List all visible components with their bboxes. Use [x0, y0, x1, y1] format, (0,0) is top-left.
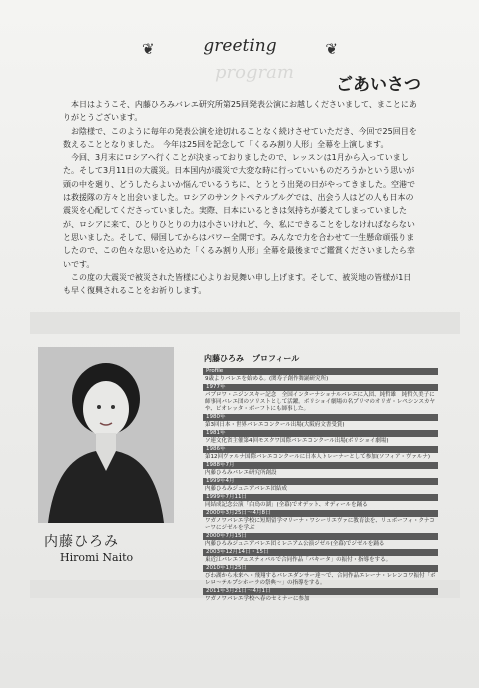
paragraph: 今回、3月末にロシアへ行くことが決まっておりましたので、レッスンは1月から入っていました。そして3月11日の大震災。日本国内が震災で大変な時に行っていいものだろうかという思いが頭の中を廻り、どうしたらよいか悩んでいるうちに、とうとう出発の日がやってきました。空港では救援隊の方々と出会いました。ロシアのサンクトペテルブルグでは、出会う人はどの人も日本の震災を心配してくださっていました。実際、日本にいるときは気持ちが萎えてしまっていましたが、ロシアに来て、ひとりひとりの力は小さいけれど、今、私にできることをしなければならないと思いました。そして、帰国してからはパワー全開です。みんなで力を合わせて一生懸命頑張りましたので、この色々な思いを込めた「くるみ割り人形」全幕を最後までご鑑賞くださいましたら幸いです。	[63, 153, 415, 269]
swirl-ornament-right-icon: ❦	[325, 40, 338, 58]
profile-item	[203, 533, 438, 549]
profile-item	[203, 446, 438, 462]
profile-entry: 内藤ひろみジュニアバレエ団ミレニアム公演ジゼル(全幕)でジゼルを踊る	[205, 541, 385, 547]
name-japanese: 内藤ひろみ	[44, 534, 119, 550]
profile-item	[203, 494, 438, 510]
profile-item	[203, 510, 438, 533]
portrait-illustration	[38, 347, 174, 523]
profile-year-bar: 1977年	[203, 384, 438, 391]
profile-item	[203, 414, 438, 430]
background-band	[30, 312, 460, 334]
ghost-program-text: program	[215, 62, 294, 83]
profile-item	[203, 368, 438, 384]
greeting-title: ごあいさつ	[336, 75, 421, 95]
profile-item	[203, 588, 438, 604]
swirl-ornament-left-icon: ❦	[142, 40, 155, 58]
profile-item	[203, 478, 438, 494]
profile-entry: 東近江バレエフェスティバルで合同作品「パキータ」の振付・指導をする。	[205, 557, 392, 563]
profile-year-bar: 1980年	[203, 414, 438, 421]
profile-entry: ワガノワバレエ学校に短期留学マリーナ・ワシーリエヴァに教育法を、リュボーフィ・クナコーワにジゼルを学ぶ	[205, 518, 435, 531]
paragraph: お陰様で、このように毎年の発表公演を途切れることなく続けさせていただき、今回で25回目を数えることとなりました。 今年は25回を記念して「くるみ割り人形」全幕を上演します。	[63, 126, 417, 149]
profile-year-bar: 2011年3月21日〜4月1日	[203, 588, 438, 595]
profile-year-bar: 1999年7月11日	[203, 494, 438, 501]
profile-title: 内藤ひろみ プロフィール	[204, 354, 300, 363]
profile-item	[203, 384, 438, 414]
profile-timeline	[203, 368, 438, 604]
profile-year-bar: 2003年12月14日・15日	[203, 549, 438, 556]
profile-entry: びわ湖から未来へ・飛翔するバレエダンサー達〜で、合同作品エレーナ・レレンコワ振付「ボレロ〜テルプシホーラの祭典〜」の指導をする。	[205, 573, 436, 586]
profile-item	[203, 549, 438, 565]
profile-entry: ソ連文化省主催第4回モスクワ国際バレエコンクール出場(ボリショイ劇場)	[205, 438, 389, 444]
profile-year-bar: 2000年3月25日〜4月8日	[203, 510, 438, 517]
profile-year-bar: 2010年1月25日	[203, 565, 438, 572]
profile-entry: 同結成記念公演「白鳥の湖」(全幕)でオデット、オディールを踊る	[205, 502, 368, 508]
profile-entry: 内藤ひろみバレエ研究所創設	[205, 470, 277, 476]
profile-year-bar: 1999年4月	[203, 478, 438, 485]
paragraph: この度の大震災で被災された皆様に心よりお見舞い申し上げます。そして、被災地の皆様が1日も早く復興されることをお祈りします。	[63, 272, 412, 296]
greeting-heading: greeting	[203, 36, 277, 56]
profile-year-bar: 1986年	[203, 446, 438, 453]
name-english: Hiromi Naito	[60, 551, 134, 564]
portrait-photo	[38, 347, 174, 523]
profile-year-bar: 1988年7月	[203, 462, 438, 469]
greeting-header	[142, 36, 338, 62]
paragraph: 本日はようこそ、内藤ひろみバレエ研究所第25回発表公演にお越しくださいまして、まことにありがとうございます。	[63, 100, 417, 123]
profile-year-bar: 2000年7月15日	[203, 533, 438, 540]
profile-item	[203, 430, 438, 446]
profile-entry: 第12回ヴァルナ国際バレエコンクールに日本人トレーナーとして参加(ソフィア・ヴァルナ)	[205, 454, 431, 460]
profile-item	[203, 565, 438, 588]
profile-entry: 内藤ひろみジュニアバレエ団結成	[205, 486, 287, 492]
profile-entry: 第3回日本・世界バレエコンクール出場(大阪府文書受賞)	[205, 422, 345, 428]
profile-entry: ワガノワバレエ学校へ春のセミナーに参加	[205, 596, 310, 602]
profile-entry: 9歳よりバレエを始める。(関寿子創作舞踊研究所)	[205, 376, 329, 382]
profile-year-bar: 1981年	[203, 430, 438, 437]
profile-item	[203, 462, 438, 478]
profile-entry: パブロワ・ニジンスキー記念 全国インターナショナルバレエに入団、純哲雄 純哲久美子に師事同バレエ団のソリストとして活躍。ボリショイ劇場の名プリマのオリガ・レペシンスカヤや、ビオレッタ・ボーフトにも師事した。	[205, 392, 435, 412]
greeting-body	[63, 98, 419, 297]
profile-year-bar: Profile	[203, 368, 438, 375]
